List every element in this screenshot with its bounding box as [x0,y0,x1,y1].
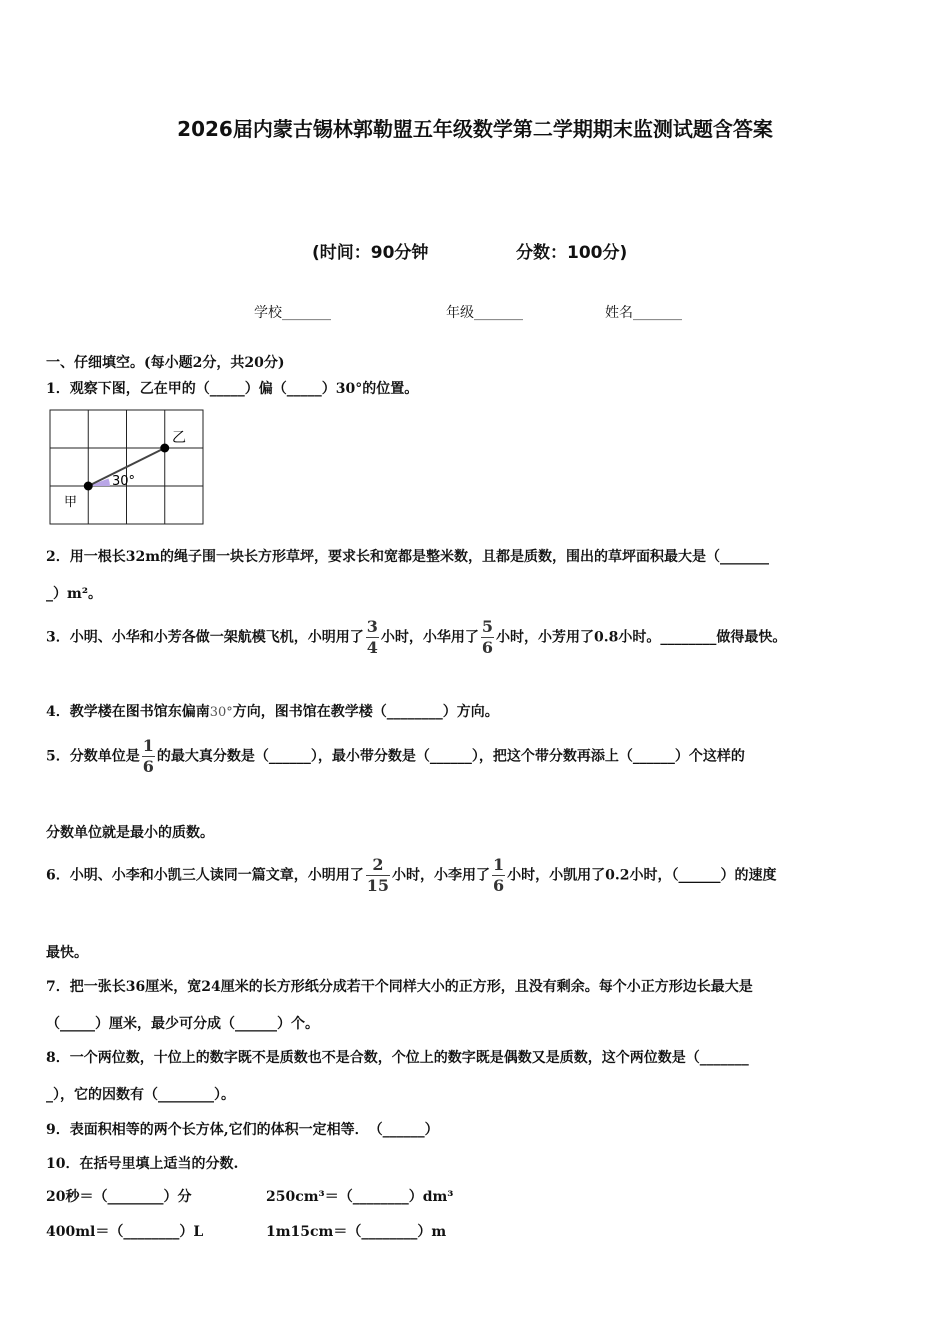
question-2-line2: _）m²。 [46,586,102,602]
q10-item-seconds: 20秒＝（________）分 [46,1189,192,1205]
point-yi [160,444,169,453]
question-9: 9．表面积相等的两个长方体,它们的体积一定相等． （______） [46,1122,439,1138]
school-field: 学校_______ [254,305,331,321]
question-3: 3．小明、小华和小芳各做一架航模飞机，小明用了 $\frac{3}{4}$ 小时，小华用了 $\frac{5}{6}$ 小时，小芳用了0.8小时。________做得最快。 [46,617,787,657]
question-2-line1: 2．用一根长32m的绳子围一块长方形草坪，要求长和宽都是整米数，且都是质数，围出的草坪面积最大是（_______ [46,549,770,565]
exam-score: 分数：100分) [516,243,628,263]
label-jia: 甲 [64,495,78,510]
exam-time: (时间：90分钟 [312,243,429,263]
q10-item-volume: 250cm³＝（________）dm³ [266,1189,454,1205]
question-7-line2: （_____）厘米，最少可分成（______）个。 [46,1016,319,1032]
grid-figure [48,408,206,526]
page-title: 2026届内蒙古锡林郭勒盟五年级数学第二学期期末监测试题含答案 [177,117,773,141]
question-8-line2: _），它的因数有（________）。 [46,1087,235,1103]
fraction-5-6: $\frac{5}{6}$ [481,617,494,657]
fraction-1-6b: $\frac{1}{6}$ [493,855,505,895]
question-5: 5．分数单位是 $\frac{1}{6}$ 的最大真分数是（______），最小带分数是（______），把这个带分数再添上（______）个这样的 [46,736,745,776]
question-10-heading: 10．在括号里填上适当的分数. [46,1156,239,1172]
question-4: 4．教学楼在图书馆东偏南30°方向，图书馆在教学楼（________）方向。 [46,704,499,720]
fraction-1-6: $\frac{1}{6}$ [142,736,154,776]
q10-item-length: 1m15cm＝（________）m [266,1224,447,1240]
q10-item-ml: 400ml＝（________）L [46,1224,204,1240]
question-6-line2: 最快。 [46,945,88,961]
section-heading: 一、仔细填空。(每小题2分，共20分) [46,355,285,371]
question-5-line2: 分数单位就是最小的质数。 [46,825,214,841]
question-7-line1: 7．把一张长36厘米，宽24厘米的长方形纸分成若干个同样大小的正方形，且没有剩余。每个小正方形边长最大是 [46,979,753,995]
angle-label: 30° [112,474,136,489]
name-field: 姓名_______ [605,305,682,321]
point-jia [84,482,93,491]
fraction-2-15: $\frac{2}{15}$ [366,855,390,895]
question-1: 1．观察下图，乙在甲的（_____）偏（_____）30°的位置。 [46,381,419,397]
grade-field: 年级_______ [446,305,523,321]
label-yi: 乙 [172,430,186,446]
question-6: 6．小明、小李和小凯三人读同一篇文章，小明用了 $\frac{2}{15}$ 小时，小李用了 $\frac{1}{6}$ 小时，小凯用了0.2小时，（______）的速度 [46,855,777,895]
fraction-3-4: $\frac{3}{4}$ [366,617,378,657]
question-8-line1: 8．一个两位数，十位上的数字既不是质数也不是合数，个位上的数字既是偶数又是质数，这个两位数是（_______ [46,1050,749,1066]
